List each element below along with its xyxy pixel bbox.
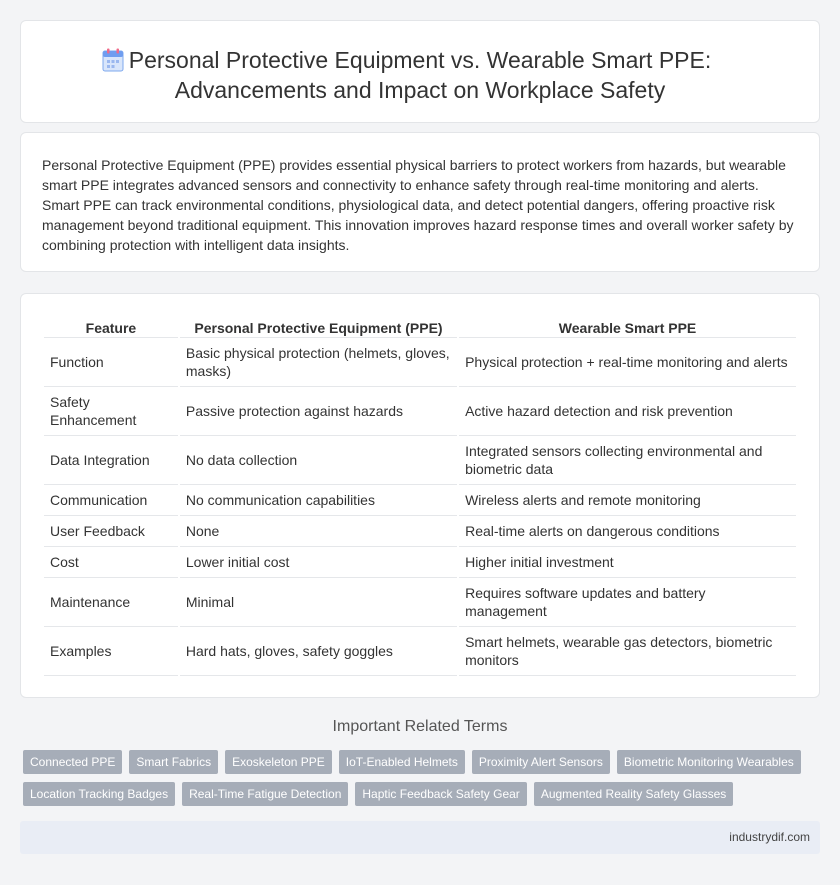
cell-ppe: None	[180, 516, 457, 547]
tag-smart-fabrics[interactable]: Smart Fabrics	[129, 750, 218, 774]
table-row	[44, 436, 796, 485]
intro-card	[20, 132, 820, 272]
tag-row-1	[23, 750, 823, 774]
tag-connected-ppe[interactable]: Connected PPE	[23, 750, 122, 774]
cell-feature: Examples	[44, 627, 178, 676]
cell-ppe: Basic physical protection (helmets, gloves, masks)	[180, 338, 457, 387]
cell-ppe: Passive protection against hazards	[180, 387, 457, 436]
table-row	[44, 516, 796, 547]
cell-feature: Communication	[44, 485, 178, 516]
cell-smart-ppe: Wireless alerts and remote monitoring	[459, 485, 796, 516]
cell-feature: User Feedback	[44, 516, 178, 547]
table-header-row	[44, 314, 796, 338]
footer	[20, 821, 820, 854]
cell-ppe: Lower initial cost	[180, 547, 457, 578]
cell-feature: Maintenance	[44, 578, 178, 627]
header-card	[20, 20, 820, 123]
cell-smart-ppe: Real-time alerts on dangerous conditions	[459, 516, 796, 547]
table-row	[44, 578, 796, 627]
tag-exoskeleton-ppe[interactable]: Exoskeleton PPE	[225, 750, 332, 774]
table-row	[44, 627, 796, 676]
cell-feature: Data Integration	[44, 436, 178, 485]
tag-augmented-reality-safety-glasses[interactable]: Augmented Reality Safety Glasses	[534, 782, 733, 806]
cell-ppe: No data collection	[180, 436, 457, 485]
cell-smart-ppe: Smart helmets, wearable gas detectors, biometric monitors	[459, 627, 796, 676]
table-row	[44, 387, 796, 436]
cell-ppe: No communication capabilities	[180, 485, 457, 516]
cell-feature: Safety Enhancement	[44, 387, 178, 436]
title-line-1: Personal Protective Equipment vs. Wearable Smart PPE:	[128, 47, 712, 73]
title-line-2: Advancements and Impact on Workplace Safety	[174, 77, 666, 103]
table-row	[44, 485, 796, 516]
comparison-table-card	[20, 293, 820, 698]
tag-location-tracking-badges[interactable]: Location Tracking Badges	[23, 782, 175, 806]
cell-ppe: Minimal	[180, 578, 457, 627]
header-feature: Feature	[44, 314, 178, 338]
cell-smart-ppe: Requires software updates and battery management	[459, 578, 796, 627]
related-terms-tags	[23, 750, 823, 814]
footer-site-link[interactable]: industrydif.com	[729, 830, 810, 844]
page-title	[21, 45, 819, 105]
cell-smart-ppe: Physical protection + real-time monitoring and alerts	[459, 338, 796, 387]
cell-feature: Cost	[44, 547, 178, 578]
header-ppe: Personal Protective Equipment (PPE)	[180, 314, 457, 338]
related-terms-title: Important Related Terms	[332, 718, 508, 735]
tag-row-2	[23, 782, 823, 806]
cell-smart-ppe: Active hazard detection and risk prevention	[459, 387, 796, 436]
tag-iot-enabled-helmets[interactable]: IoT-Enabled Helmets	[339, 750, 465, 774]
header-smart-ppe: Wearable Smart PPE	[459, 314, 796, 338]
cell-ppe: Hard hats, gloves, safety goggles	[180, 627, 457, 676]
tag-haptic-feedback-safety-gear[interactable]: Haptic Feedback Safety Gear	[355, 782, 526, 806]
intro-paragraph: Personal Protective Equipment (PPE) provides essential physical barriers to protect workers from hazards, but wearable smart PPE integrates advanced sensors and connectivity to enhance safety through real-time monitoring and alerts. Smart PPE can track environmental conditions, physiological data, and detect potential dangers, offering proactive risk management beyond traditional equipment. This innovation improves hazard response times and overall worker safety by combining protection with intelligent data insights.	[42, 157, 794, 253]
tag-biometric-monitoring-wearables[interactable]: Biometric Monitoring Wearables	[617, 750, 801, 774]
comparison-table	[42, 314, 798, 676]
cell-smart-ppe: Integrated sensors collecting environmental and biometric data	[459, 436, 796, 485]
tag-real-time-fatigue-detection[interactable]: Real-Time Fatigue Detection	[182, 782, 348, 806]
table-row	[44, 338, 796, 387]
cell-feature: Function	[44, 338, 178, 387]
table-row	[44, 547, 796, 578]
tag-proximity-alert-sensors[interactable]: Proximity Alert Sensors	[472, 750, 610, 774]
cell-smart-ppe: Higher initial investment	[459, 547, 796, 578]
